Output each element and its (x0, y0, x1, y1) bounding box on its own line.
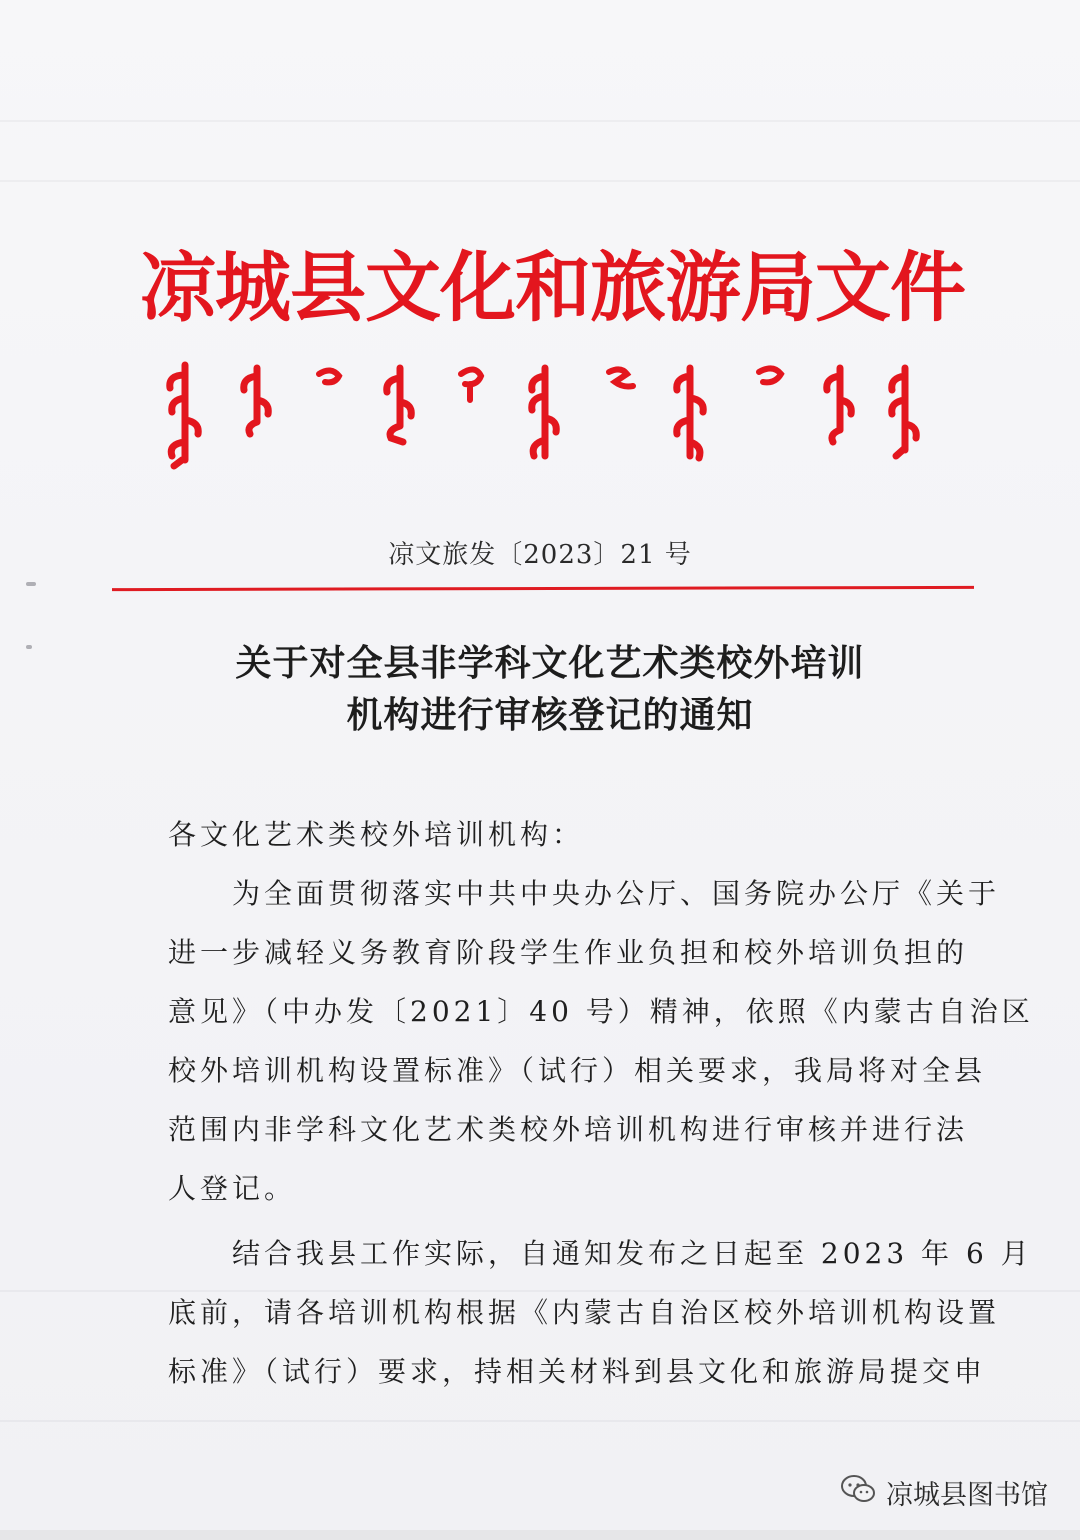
mongolian-word (665, 360, 715, 470)
mongolian-word (595, 360, 645, 470)
mongolian-word (232, 360, 282, 470)
body-line: 意见》（中办发〔2021〕40 号）精神，依照《内蒙古自治区 (168, 995, 1034, 1028)
body-line: 校外培训机构设置标准》（试行）相关要求，我局将对全县 (168, 1054, 987, 1087)
mongolian-word (445, 360, 495, 470)
bottom-strip (0, 1530, 1080, 1540)
margin-mark (26, 582, 36, 586)
body-line: 为全面贯彻落实中共中央办公厅、国务院办公厅《关于 (168, 877, 1001, 910)
wechat-watermark (840, 1472, 1048, 1512)
scan-artifact (0, 120, 1080, 122)
mongolian-word (160, 360, 210, 470)
red-divider-line (112, 586, 974, 591)
body-line: 结合我县工作实际，自通知发布之日起至 2023 年 6 月 (168, 1237, 1033, 1270)
body-line: 进一步减轻义务教育阶段学生作业负担和校外培训负担的 (168, 936, 969, 969)
agency-header-title: 凉城县文化和旅游局文件 (140, 243, 965, 332)
title-line-2: 机构进行审核登记的通知 (346, 695, 754, 736)
salutation: 各文化艺术类校外培训机构： (168, 818, 585, 851)
scan-artifact (0, 1420, 1080, 1422)
document-title (120, 638, 980, 742)
mongolian-word (375, 360, 425, 470)
mongolian-word (815, 360, 865, 470)
scan-artifact (0, 180, 1080, 182)
mongolian-word (305, 360, 355, 470)
body-line: 人登记。 (168, 1172, 297, 1205)
mongolian-word (520, 360, 570, 470)
mongolian-word (880, 360, 930, 470)
document-body (168, 805, 1034, 1401)
mongolian-word (745, 360, 795, 470)
document-number: 凉文旅发〔2023〕21 号 (388, 540, 692, 570)
watermark-account-name: 凉城县图书馆 (886, 1479, 1048, 1511)
margin-mark (26, 645, 32, 649)
body-line: 标准》（试行）要求，持相关材料到县文化和旅游局提交申 (168, 1355, 987, 1388)
body-line: 范围内非学科文化艺术类校外培训机构进行审核并进行法 (168, 1113, 969, 1146)
mongolian-script-header (160, 360, 930, 470)
title-line-1: 关于对全县非学科文化艺术类校外培训 (235, 643, 865, 684)
body-line: 底前，请各培训机构根据《内蒙古自治区校外培训机构设置 (168, 1296, 1001, 1329)
wechat-icon (840, 1474, 876, 1511)
